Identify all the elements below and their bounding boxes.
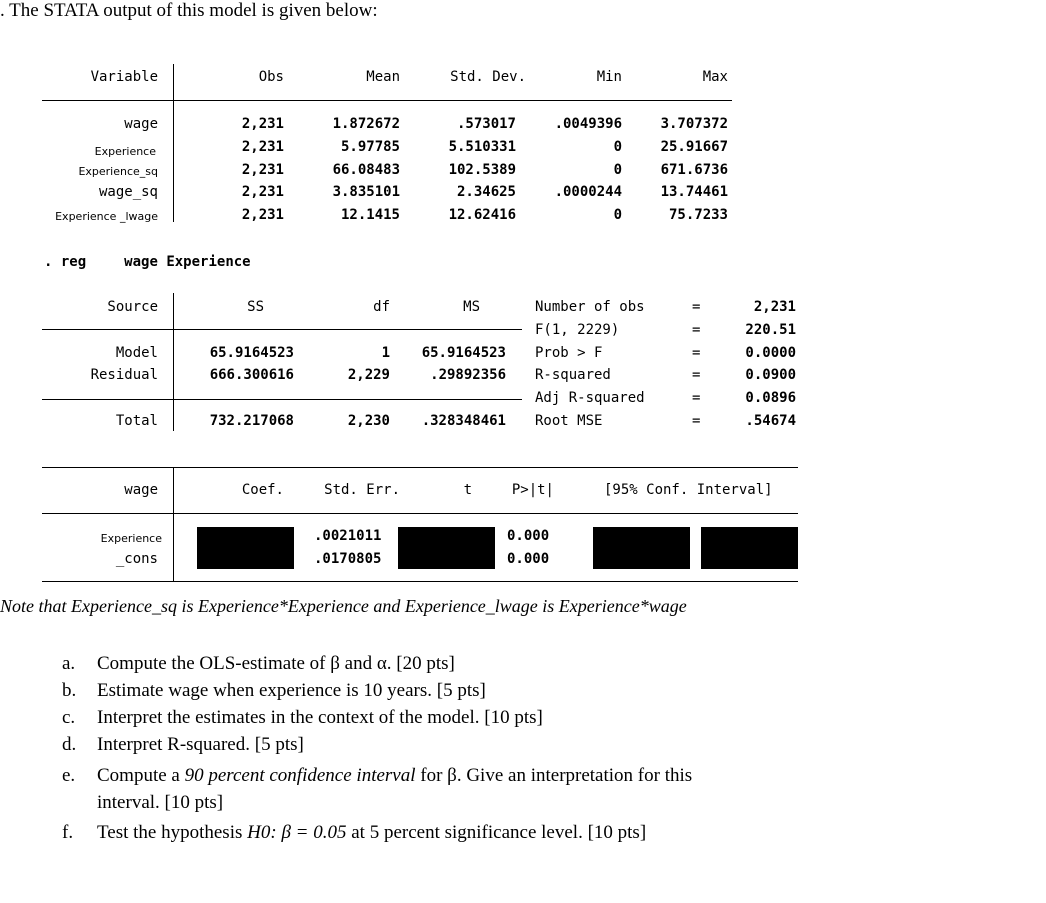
col-header-min: Min [596,69,622,85]
divider [42,399,522,400]
cell: 13.74461 [660,184,728,200]
row-name: Total [115,413,158,429]
stat-value: .54674 [745,413,796,429]
stat-eq: = [692,299,701,315]
cell: 12.1415 [340,207,400,223]
row-name: Experience _lwage [55,210,158,223]
cell: 65.9164523 [421,345,506,361]
redacted-ci-lower-block [593,527,690,569]
cell: 2,231 [241,162,284,178]
stat-label: Adj R-squared [535,390,645,406]
cell: 0 [613,139,622,155]
cell: .0021011 [314,528,382,544]
stat-label: Prob > F [535,345,603,361]
redacted-ci-upper-block [701,527,798,569]
cell: .573017 [456,116,516,132]
stat-eq: = [692,413,701,429]
stat-label: F(1, 2229) [535,322,620,338]
stat-label: Number of obs [535,299,645,315]
stat-label: R-squared [535,367,611,383]
stat-value: 2,231 [753,299,796,315]
col-header-ci: [95% Conf. Interval] [604,482,773,498]
stat-eq: = [692,390,701,406]
cell: 1.872672 [332,116,400,132]
row-name: Experience [94,145,156,158]
stat-eq: = [692,345,701,361]
col-header-df: df [373,299,390,315]
divider [42,513,798,514]
col-header-sd: Std. Dev. [450,69,526,85]
cell: 5.97785 [340,139,400,155]
col-header-coef: Coef. [241,482,284,498]
cell: 0.000 [507,528,550,544]
cell: 666.300616 [209,367,294,383]
cell: 25.91667 [660,139,728,155]
divider [173,293,174,431]
row-name: Model [115,345,158,361]
row-name: wage_sq [98,184,158,200]
cell: 65.9164523 [209,345,294,361]
page: . The STATA output of this model is given below: Variable Obs Mean Std. Dev. Min Max wage Experience Experience_sq wage_sq Experience _lwage 2,231 1.872672 .573017 .0049396 3.707372 2,231 5.97785 5.510331 0 25.91667 2,231 66.08483 102.5389 0 671.6736 2,231 3.835101 2.34625 .0000244 13.74461 2,231 12.1415 12.62416 0 75.7233 . reg wage Experience Source SS df MS Model 65.9164523 1 65.9164523 Residual 666.300616 2,229 .29892356 Total 732.217068 2,230 .328348461 Number of obs = 2,231 F(1, 2229) = 220.51 Prob > F = 0.0000 R-squared = 0.0900 Adj R-squared = 0.0896 Root MSE = .54674 wage Coef. Std. Err. t P>|t| [95% Conf. Interval] Experience .0021011 0.000 _cons .0170805 0.000 Note that Experience_sq is Experience*Experience and Experience_lwage is Experience*wage a. Compute the OLS-estimate of β and α. [20 pts] b. Estimate wage when experience is 10 years. [5 pts] c. Interpret the estimates in the context of the model. [10 pts] d. Interpret R-squared. [5 pts] e. Compute a 90 percent confidence interval for β. Give an interpretation for this interval. [10 pts] f. Test the hypothesis H0: β = 0.05 at 5 percent significance level. [10 pts] [0,0,796,843]
intro-text: . The STATA output of this model is given below: [0,0,378,21]
col-header-ms: MS [463,299,480,315]
cell: 671.6736 [660,162,728,178]
cell: .29892356 [430,367,506,383]
row-name: Experience [100,532,162,545]
cell: 2.34625 [456,184,516,200]
note-text: Note that Experience_sq is Experience*Experience and Experience_lwage is Experience*wage [0,596,687,616]
col-header-mean: Mean [366,69,400,85]
col-header-max: Max [702,69,728,85]
stat-value: 220.51 [745,322,796,338]
cell: 1 [381,345,390,361]
col-header-ss: SS [247,299,264,315]
redacted-coef-block [197,527,294,569]
cell: 5.510331 [448,139,516,155]
col-header-p: P>|t| [511,482,554,498]
cell: .0049396 [554,116,622,132]
divider [173,467,174,582]
cell: .0000244 [554,184,622,200]
stat-value: 0.0000 [745,345,796,361]
reg-command: . reg wage Experience [44,254,251,270]
stat-value: 0.0900 [745,367,796,383]
cell: 102.5389 [448,162,516,178]
row-name: Experience_sq [78,165,158,178]
cell: 12.62416 [448,207,516,223]
divider [42,581,798,582]
col-header-t: t [463,482,472,498]
cell: .0170805 [314,551,382,567]
cell: 3.835101 [332,184,400,200]
redacted-t-block [398,527,495,569]
divider [42,467,798,468]
row-name: wage [124,116,158,132]
divider [42,100,732,101]
cell: 732.217068 [209,413,294,429]
cell: 2,231 [241,139,284,155]
cell: 0 [613,207,622,223]
col-header-source: Source [107,299,158,315]
divider [42,329,522,330]
stat-value: 0.0896 [745,390,796,406]
cell: 2,231 [241,116,284,132]
col-header-var: wage [124,482,158,498]
divider [173,64,174,222]
cell: .328348461 [421,413,506,429]
col-header-obs: Obs [258,69,284,85]
cell: 2,230 [347,413,390,429]
cell: 0.000 [507,551,550,567]
cell: 66.08483 [332,162,400,178]
cell: 3.707372 [660,116,728,132]
row-name: Residual [90,367,158,383]
stat-eq: = [692,367,701,383]
stat-label: Root MSE [535,413,603,429]
cell: 0 [613,162,622,178]
cell: 2,229 [347,367,390,383]
cell: 2,231 [241,207,284,223]
cell: 75.7233 [668,207,728,223]
row-name: _cons [115,551,158,567]
col-header-variable: Variable [90,69,158,85]
stat-eq: = [692,322,701,338]
cell: 2,231 [241,184,284,200]
col-header-se: Std. Err. [324,482,400,498]
